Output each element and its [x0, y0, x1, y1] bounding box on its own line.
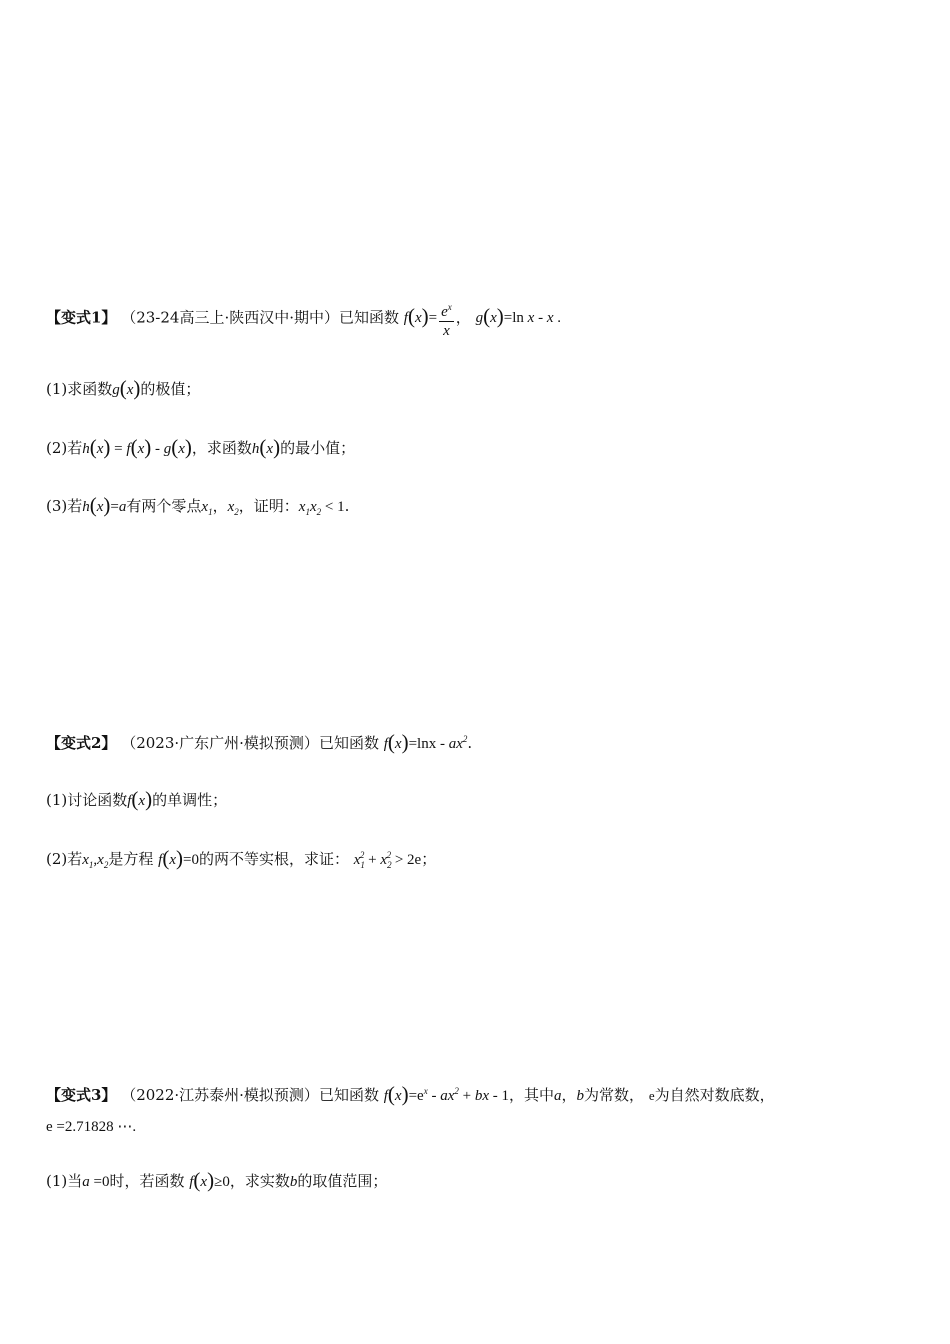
- f3-definition: $f(x)=e^x - ax^2$ + bx - 1: [383, 1082, 510, 1106]
- variant-2-header: 【变式2】 （2023·广东广州·模拟预测）已知函数 $f(x)=\ln x - ax^2$.: [46, 730, 473, 754]
- variant-3-intro: 已知函数: [318, 1086, 379, 1104]
- f2-of-x: f(x): [127, 787, 153, 811]
- variant-1-header: 【变式1】 （23-24高三上·陕西汉中·期中）已知函数 f(x)= $\frac{e^x}{x}$ ， g(x)=ln x - x .: [46, 298, 910, 340]
- variant-1-part-2: (2)若h(x) = f(x) - g(x)，求函数h(x)的最小值；: [46, 435, 356, 459]
- h-definition: h(x) = f(x) - g(x): [82, 435, 192, 459]
- variant-1-source: （23-24高三上·陕西汉中·期中）: [121, 308, 339, 327]
- equation-f-zero: f(x)=0: [158, 846, 199, 870]
- f-definition: f(x)= $\frac{e^x}{x}$: [404, 310, 456, 326]
- square-sum-inequality: $x_1^2 + x_2^2 > 2e$: [353, 850, 422, 870]
- variant-2-intro: 已知函数: [318, 734, 379, 752]
- a-equals-zero: a =0时，若函数: [82, 1174, 185, 1190]
- variant-3-e-value: e =2.71828 ⋯.: [46, 1119, 137, 1135]
- const-b: b: [576, 1088, 585, 1104]
- variant-2-part-2: (2)若$x_1,x_2$是方程 f(x)=0的两不等实根，求证： $x_1^2 + x_2^2 > 2e$；: [46, 846, 437, 870]
- g-of-x: g(x): [112, 376, 141, 400]
- variant-1-intro: 已知函数: [339, 308, 400, 327]
- euler-e: e: [648, 1088, 655, 1103]
- f2-definition: $f(x)=\ln x - ax^2$: [383, 730, 468, 754]
- h-of-x: h(x): [251, 435, 281, 459]
- const-a: a: [554, 1088, 562, 1104]
- variant-1-part-3: (3)若h(x)=a有两个零点$x_1$，$x_2$，证明：$x_1x_2 < 1$.: [46, 493, 350, 517]
- variant-2-tag: 【变式2】: [46, 734, 117, 752]
- variant-3-tag: 【变式3】: [46, 1086, 117, 1104]
- variant-3-part-1: (1)当a =0时，若函数 f(x)≥0，求实数b的取值范围；: [46, 1168, 388, 1192]
- variant-1-part-1: (1)求函数g(x)的极值；: [46, 376, 201, 400]
- h-equals-a: h(x)=a: [82, 493, 127, 517]
- zero-x2: $x_2$: [227, 499, 239, 517]
- variant-1-tag: 【变式1】: [46, 308, 117, 327]
- f3-inequality: f(x)≥0: [189, 1168, 230, 1192]
- variant-3-source: （2022·江苏泰州·模拟预测）: [121, 1086, 319, 1104]
- variant-3-header: 【变式3】 （2022·江苏泰州·模拟预测）已知函数 $f(x)=e^x - ax^2$ + bx - 1，其中a，b为常数， e为自然对数底数，: [46, 1082, 775, 1106]
- fraction-ex-over-x: $\frac{e^x}{x}$: [439, 298, 454, 340]
- real-b: b: [289, 1174, 298, 1190]
- product-inequality: $x_1x_2 < 1$: [298, 499, 345, 517]
- variant-2-source: （2023·广东广州·模拟预测）: [121, 734, 319, 752]
- zero-x1: $x_1$: [201, 499, 213, 517]
- variant-2-part-1: (1)讨论函数f(x)的单调性；: [46, 787, 228, 811]
- g-definition: g(x)=ln x - x .: [475, 304, 561, 329]
- roots-x1-x2: $x_1,x_2$: [82, 852, 109, 870]
